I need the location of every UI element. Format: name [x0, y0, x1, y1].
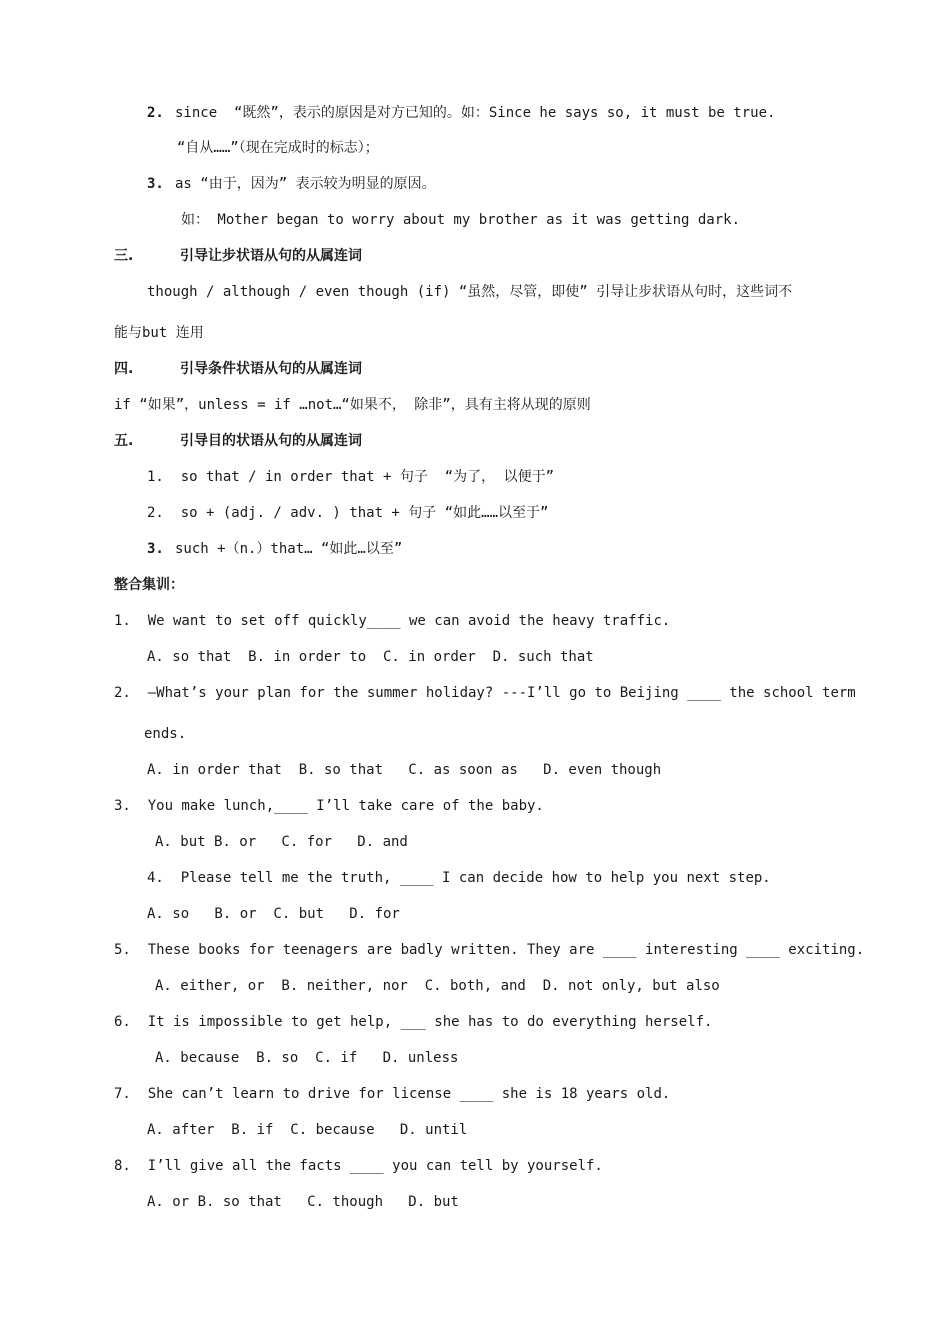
options-line: A. because B. so C. if D. unless: [155, 1050, 459, 1066]
item-number: 3.: [147, 176, 164, 192]
section-heading: 五. 引导目的状语从句的从属连词: [114, 433, 362, 449]
options-line: A. so that B. in order to C. in order D. such that: [147, 649, 594, 665]
item-number: 3.: [147, 541, 164, 557]
question-line: 5. These books for teenagers are badly written. They are ____ interesting ____ exciting.: [114, 942, 865, 958]
question-line: 3. You make lunch,____ I’ll take care of the baby.: [114, 798, 544, 814]
section-number: 四.: [114, 361, 134, 377]
text-line: 1. so that / in order that + 句子 “为了， 以便于”: [147, 469, 555, 485]
options-line: A. so B. or C. but D. for: [147, 906, 400, 922]
text-line: 3. such +（n.）that… “如此…以至”: [147, 541, 403, 557]
options-line: A. or B. so that C. though D. but: [147, 1194, 459, 1210]
text-line: 能与but 连用: [114, 325, 204, 341]
section-number: 三.: [114, 248, 134, 264]
section-number: 五.: [114, 433, 134, 449]
question-line: 6. It is impossible to get help, ___ she has to do everything herself.: [114, 1014, 713, 1030]
question-line: 4. Please tell me the truth, ____ I can decide how to help you next step.: [147, 870, 771, 886]
section-heading: 三. 引导让步状语从句的从属连词: [114, 248, 362, 264]
section-heading: 四. 引导条件状语从句的从属连词: [114, 361, 362, 377]
options-line: A. either, or B. neither, nor C. both, and D. not only, but also: [155, 978, 720, 994]
options-line: A. in order that B. so that C. as soon as D. even though: [147, 762, 662, 778]
exercise-heading: 整合集训：: [114, 577, 184, 593]
text-line: 2. so + (adj. / adv. ) that + 句子 “如此……以至于”: [147, 505, 549, 521]
options-line: A. but B. or C. for D. and: [155, 834, 408, 850]
question-line: 1. We want to set off quickly____ we can avoid the heavy traffic.: [114, 613, 671, 629]
question-line: ends.: [144, 726, 187, 742]
text-line: 如： Mother began to worry about my brother as it was getting dark.: [181, 212, 741, 228]
text-line: “自从……”（现在完成时的标志）；: [177, 140, 379, 156]
text-line: if “如果”，unless = if …not…“如果不， 除非”，具有主将从现的原则: [114, 397, 591, 413]
options-line: A. after B. if C. because D. until: [147, 1122, 468, 1138]
question-line: 8. I’ll give all the facts ____ you can tell by yourself.: [114, 1158, 603, 1174]
text-line: 3. as “由于，因为” 表示较为明显的原因。: [147, 176, 436, 192]
question-line: 7. She can’t learn to drive for license ____ she is 18 years old.: [114, 1086, 671, 1102]
question-line: 2. –What’s your plan for the summer holiday? ---I’ll go to Beijing ____ the school term: [114, 685, 856, 701]
text-line: 2. since “既然”，表示的原因是对方已知的。如：Since he says so, it must be true.: [147, 105, 776, 121]
item-number: 2.: [147, 105, 164, 121]
text-line: though / although / even though (if) “虽然，尽管，即使” 引导让步状语从句时，这些词不: [147, 284, 793, 300]
